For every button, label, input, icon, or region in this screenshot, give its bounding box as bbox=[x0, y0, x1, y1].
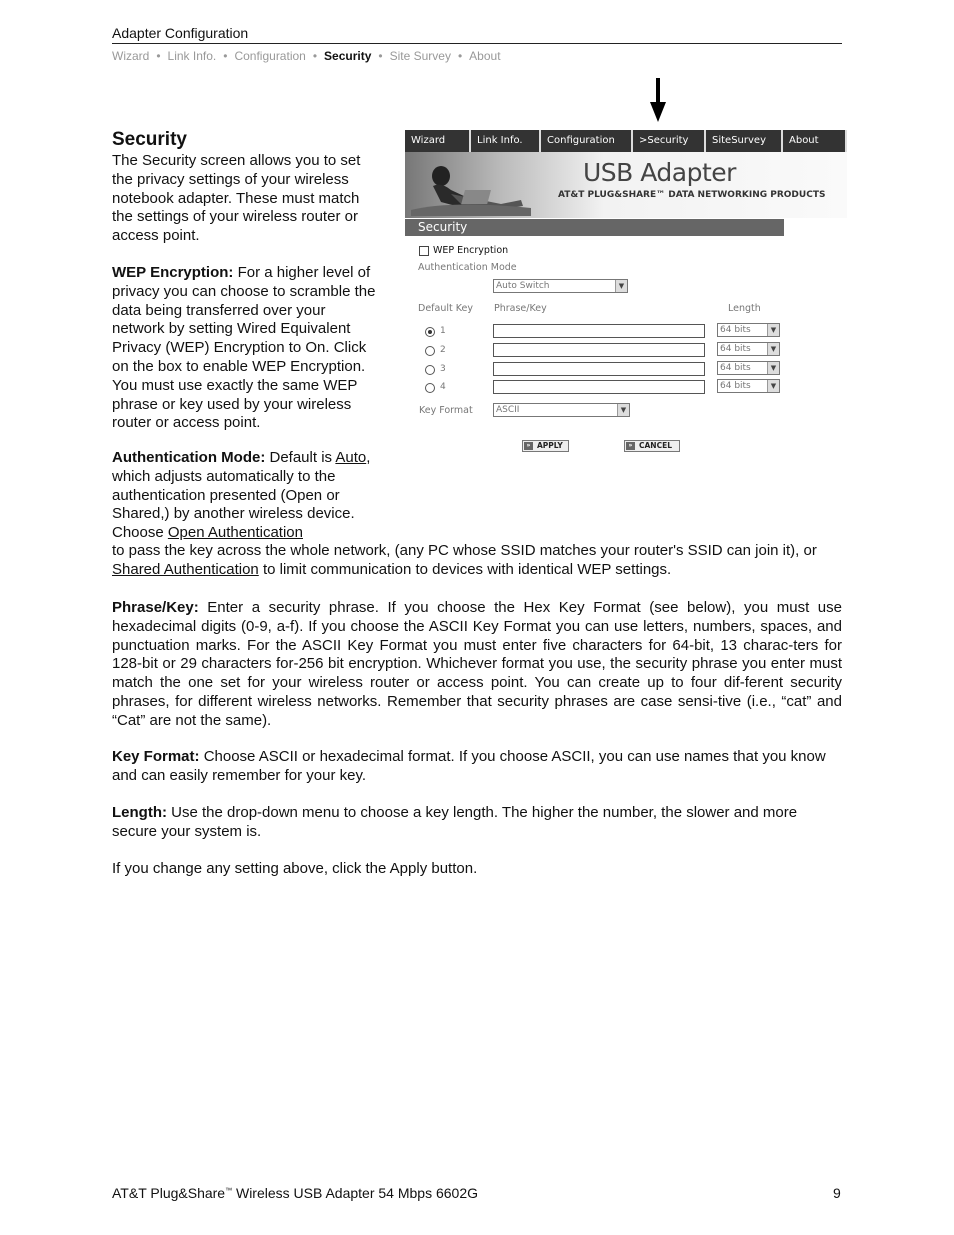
key-format-label: Key Format bbox=[419, 405, 473, 416]
key-length-select-1[interactable] bbox=[717, 323, 780, 337]
key-length-value: 64 bits bbox=[720, 325, 751, 335]
wep-paragraph bbox=[112, 264, 382, 433]
key-number: 1 bbox=[440, 326, 446, 336]
auth-paragraph-cont bbox=[112, 542, 842, 580]
security-section-bar: Security bbox=[405, 219, 784, 236]
breadcrumb-item-site-survey[interactable]: Site Survey bbox=[389, 49, 451, 63]
banner-photo-icon bbox=[411, 160, 531, 216]
default-key-radio-3[interactable] bbox=[425, 365, 435, 375]
chevron-down-icon: ▼ bbox=[767, 362, 779, 374]
cancel-button-label: CANCEL bbox=[639, 441, 672, 450]
banner-title: USB Adapter bbox=[583, 158, 736, 187]
auth-label: Authentication Mode: bbox=[112, 449, 266, 466]
key-format-value: ASCII bbox=[496, 405, 520, 415]
apply-note: If you change any setting above, click the Apply button. bbox=[112, 860, 478, 877]
footer-product bbox=[112, 1185, 478, 1201]
breadcrumb-item-link-info[interactable]: Link Info. bbox=[167, 49, 217, 63]
auth-text: to pass the key across the whole network, (any PC whose SSID matches your router's SSID can join it), or bbox=[112, 542, 817, 559]
auth-mode-label: Authentication Mode bbox=[418, 262, 517, 273]
arrow-right-icon: » bbox=[524, 442, 533, 450]
keyformat-label: Key Format: bbox=[112, 748, 200, 765]
breadcrumb-separator: • bbox=[378, 49, 383, 63]
key-length-select-3[interactable] bbox=[717, 361, 780, 375]
phrase-key-input-3[interactable] bbox=[493, 362, 705, 376]
chevron-down-icon: ▼ bbox=[767, 343, 779, 355]
auth-text: Default is bbox=[265, 449, 336, 466]
chevron-down-icon: ▼ bbox=[617, 404, 629, 416]
default-key-header: Default Key bbox=[418, 303, 473, 314]
breadcrumb-separator: • bbox=[223, 49, 228, 63]
screenshot-tab-5[interactable]: About bbox=[783, 130, 847, 152]
footer-product-model: Wireless USB Adapter 54 Mbps 6602G bbox=[232, 1185, 478, 1201]
section-title: Security bbox=[112, 129, 187, 150]
wep-encryption-label: WEP Encryption bbox=[433, 245, 509, 256]
auth-mode-value: Auto Switch bbox=[496, 281, 550, 291]
page-number: 9 bbox=[833, 1185, 841, 1201]
breadcrumb-separator: • bbox=[457, 49, 463, 63]
phrase-key-header: Phrase/Key bbox=[494, 303, 547, 314]
banner bbox=[405, 152, 847, 218]
screenshot-tab-0[interactable]: Wizard bbox=[405, 130, 471, 152]
security-screenshot bbox=[405, 130, 847, 460]
chevron-down-icon: ▼ bbox=[767, 324, 779, 336]
banner-subtitle: AT&T PLUG&SHARE™ DATA NETWORKING PRODUCTS bbox=[558, 190, 826, 200]
breadcrumb-item-about[interactable]: About bbox=[469, 49, 501, 63]
open-authentication-link[interactable]: Open Authentication bbox=[167, 524, 303, 542]
default-key-radio-1[interactable] bbox=[425, 327, 435, 337]
cancel-button[interactable] bbox=[624, 440, 680, 452]
chevron-down-icon: ▼ bbox=[615, 280, 627, 292]
auto-link[interactable]: Auto bbox=[335, 449, 367, 466]
auth-mode-select[interactable] bbox=[493, 279, 628, 293]
breadcrumb bbox=[112, 49, 501, 63]
key-number: 4 bbox=[440, 382, 446, 392]
trademark-mark: ™ bbox=[225, 1187, 233, 1195]
screenshot-tab-4[interactable]: SiteSurvey bbox=[706, 130, 783, 152]
breadcrumb-item-security[interactable]: Security bbox=[324, 49, 372, 63]
header-rule bbox=[112, 43, 842, 44]
arrow-right-icon: » bbox=[626, 442, 635, 450]
length-paragraph bbox=[112, 804, 842, 842]
footer-product-name: AT&T Plug&Share bbox=[112, 1185, 226, 1201]
wep-encryption-checkbox[interactable] bbox=[419, 246, 429, 256]
breadcrumb-item-wizard[interactable]: Wizard bbox=[112, 49, 150, 63]
phrase-key-input-2[interactable] bbox=[493, 343, 705, 357]
key-format-select[interactable] bbox=[493, 403, 630, 417]
key-length-value: 64 bits bbox=[720, 344, 751, 354]
pointer-arrow-icon bbox=[650, 78, 666, 122]
phrase-label: Phrase/Key: bbox=[112, 599, 199, 616]
phrase-key-input-1[interactable] bbox=[493, 324, 705, 338]
chevron-down-icon: ▼ bbox=[767, 380, 779, 392]
apply-button[interactable] bbox=[522, 440, 569, 452]
auth-paragraph bbox=[112, 449, 374, 543]
phrase-paragraph bbox=[112, 599, 842, 731]
key-length-value: 64 bits bbox=[720, 381, 751, 391]
wep-label: WEP Encryption: bbox=[112, 264, 234, 281]
default-key-radio-2[interactable] bbox=[425, 346, 435, 356]
screenshot-tab-1[interactable]: Link Info. bbox=[471, 130, 541, 152]
phrase-key-input-4[interactable] bbox=[493, 380, 705, 394]
breadcrumb-separator: • bbox=[156, 49, 161, 63]
screenshot-nav bbox=[405, 130, 847, 152]
shared-authentication-link[interactable]: Shared Authentication bbox=[112, 560, 259, 578]
intro-paragraph: The Security screen allows you to set the privacy settings of your wireless notebook adapter. These must match the settings of your wireless router or access point. bbox=[112, 152, 361, 245]
key-number: 2 bbox=[440, 345, 446, 355]
screenshot-tab-2[interactable]: Configuration bbox=[541, 130, 633, 152]
header-title: Adapter Configuration bbox=[112, 25, 249, 41]
keyformat-paragraph bbox=[112, 748, 842, 786]
apply-button-label: APPLY bbox=[537, 441, 563, 450]
key-length-value: 64 bits bbox=[720, 363, 751, 373]
auth-text: , which adjusts automatically to the authentication presented (Open or Shared,) by another wireless device. Choose bbox=[112, 449, 371, 542]
length-text: Use the drop-down menu to choose a key length. The higher the number, the slower and more secure your system is. bbox=[112, 804, 798, 840]
phrase-text: Enter a security phrase. If you choose the Hex Key Format (see below), you must use hexadecimal digits (0-9, a-f). If you choose the ASCII Key Format you can use letters, numbers, spaces, and punctuation marks. For the ASCII Key Format you must enter five characters for 64-bit, 13 charac-ters for 128-bit or 29 characters for-256 bit encryption. Whichever format you use, the security phrase you enter must match the one set for your wireless router or access point. You can create up to four dif-ferent security phrases, for different wireless networks. Remember that security phrases are case sensi-tive (i.e., “cat” and “Cat” are not the same). bbox=[112, 599, 842, 729]
keyformat-text: Choose ASCII or hexadecimal format. If you choose ASCII, you can use names that you know and can easily remember for your key. bbox=[112, 748, 826, 784]
key-length-select-2[interactable] bbox=[717, 342, 780, 356]
wep-text: For a higher level of privacy you can choose to scramble the data being transferred over your network by setting Wired Equivalent Privacy (WEP) Encryption to On. Click on the box to enable WEP Encryption. You must use exactly the same WEP phrase or key used by your wireless router or access point. bbox=[112, 264, 376, 432]
length-header: Length bbox=[728, 303, 761, 314]
key-number: 3 bbox=[440, 364, 446, 374]
auth-text: to limit communication to devices with identical WEP settings. bbox=[258, 560, 672, 578]
breadcrumb-item-configuration[interactable]: Configuration bbox=[234, 49, 306, 63]
length-label: Length: bbox=[112, 804, 167, 821]
key-length-select-4[interactable] bbox=[717, 379, 780, 393]
breadcrumb-separator: • bbox=[312, 49, 318, 63]
default-key-radio-4[interactable] bbox=[425, 383, 435, 393]
screenshot-tab-3[interactable]: >Security bbox=[633, 130, 706, 152]
